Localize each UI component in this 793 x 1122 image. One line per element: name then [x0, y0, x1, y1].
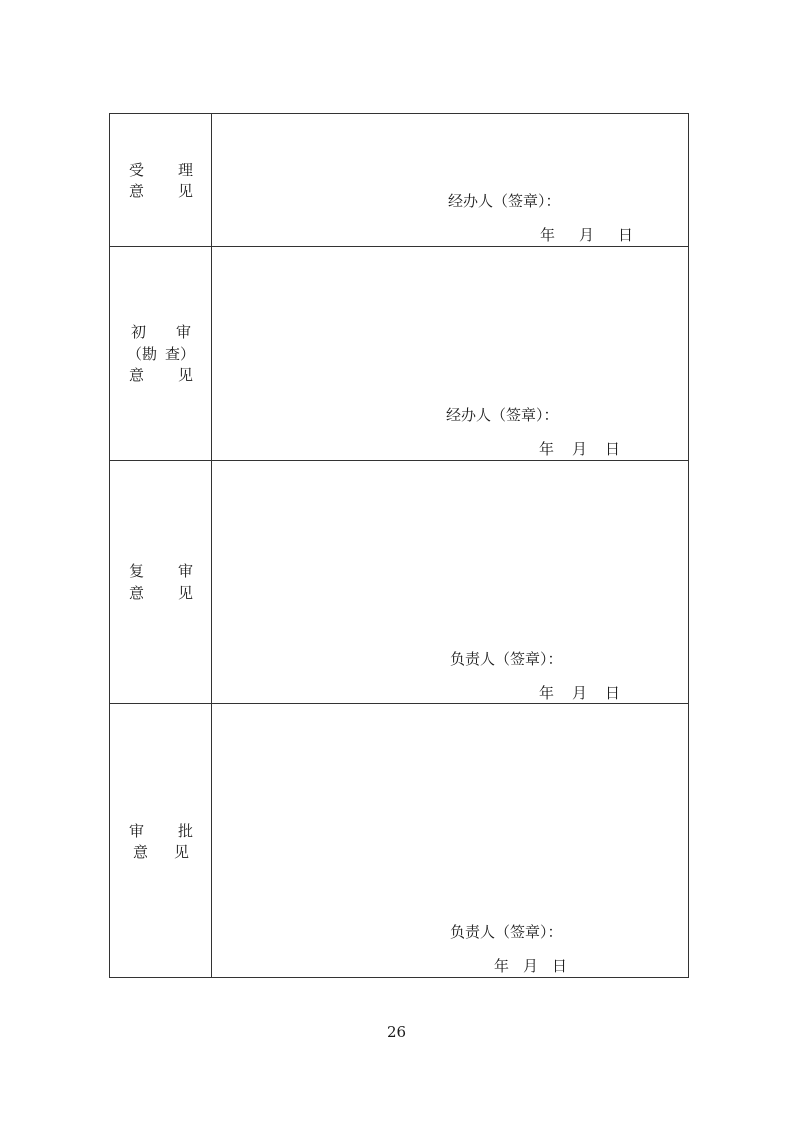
section-content[interactable] [212, 461, 688, 703]
signer-label: 负责人（签章）： [450, 923, 563, 941]
approval-form-table [109, 113, 689, 978]
signer-label: 经办人（签章）： [448, 192, 561, 210]
date-line: 年 月 日 [539, 440, 621, 458]
label-line: （勘 查） [126, 345, 196, 363]
section-second-review [110, 461, 688, 704]
label-line: 意 见 [132, 843, 190, 861]
page-number: 26 [386, 1023, 407, 1041]
label-line: 初 审 [130, 323, 192, 341]
section-initial-review [110, 247, 688, 461]
signer-label: 负责人（签章）： [450, 650, 563, 668]
section-label [110, 704, 212, 977]
signer-label: 经办人（签章）： [446, 406, 559, 424]
label-line: 审 批 [128, 822, 194, 840]
label-line: 受 理 [128, 161, 194, 179]
section-label [110, 461, 212, 703]
section-content[interactable] [212, 704, 688, 977]
label-line: 意 见 [128, 182, 194, 200]
section-label [110, 247, 212, 460]
section-content[interactable] [212, 247, 688, 460]
date-line: 年 月 日 [494, 957, 568, 975]
date-line: 年 月 日 [540, 226, 634, 244]
date-line: 年 月 日 [539, 684, 621, 702]
section-content[interactable] [212, 114, 688, 246]
section-label [110, 114, 212, 246]
label-line: 复 审 [128, 562, 194, 580]
section-approval [110, 704, 688, 977]
label-line: 意 见 [128, 366, 194, 384]
label-line: 意 见 [128, 584, 194, 602]
section-acceptance [110, 114, 688, 247]
